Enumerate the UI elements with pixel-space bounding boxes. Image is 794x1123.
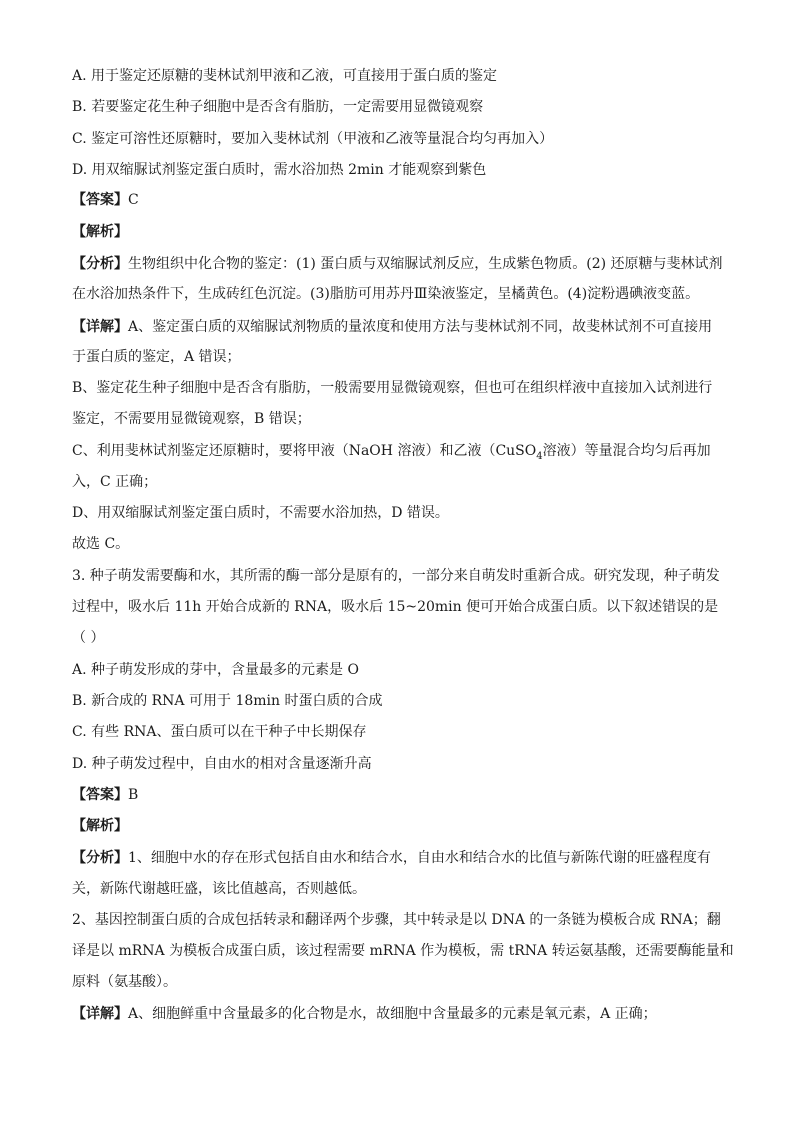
q3-fenxi-line-5: 原料（氨基酸）。 — [72, 974, 177, 990]
detail-tag: 【详解】 — [72, 1006, 128, 1022]
q3-option-a: A. 种子萌发形成的芽中，含量最多的元素是 O — [72, 662, 359, 678]
fenxi-text: 1、细胞中水的存在形式包括自由水和结合水，自由水和结合水的比值与新陈代谢的旺盛程度有 — [128, 850, 711, 866]
q2-analysis-tag: 【解析】 — [72, 224, 128, 240]
q2-option-b: B. 若要鉴定花生种子细胞中是否含有脂肪，一定需要用显微镜观察 — [72, 99, 484, 115]
answer-tag: 【答案】 — [72, 787, 128, 803]
q2-fenxi-line-2: 在水浴加热条件下，生成砖红色沉淀。(3)脂肪可用苏丹Ⅲ染液鉴定，呈橘黄色。(4)淀粉遇碘液变蓝。 — [72, 286, 700, 302]
fenxi-tag: 【分析】 — [72, 256, 128, 272]
q2-detail-line-3: B、鉴定花生种子细胞中是否含有脂肪，一般需要用显微镜观察，但也可在组织样液中直接加入试剂进行 — [72, 380, 713, 396]
q3-stem-line-3: （ ） — [72, 630, 105, 646]
q2-detail-line-2: 于蛋白质的鉴定，A 错误； — [72, 349, 241, 365]
detail-text: 溶液）等量混合均匀后再加 — [542, 443, 711, 459]
q2-detail-line-6: 入，C 正确； — [72, 474, 158, 490]
q2-detail-line-5 — [72, 441, 711, 467]
subscript: 4 — [536, 450, 543, 462]
q3-option-b: B. 新合成的 RNA 可用于 18min 时蛋白质的合成 — [72, 693, 383, 709]
q2-detail-line-1 — [72, 317, 712, 337]
q3-analysis-tag: 【解析】 — [72, 818, 128, 834]
q3-answer — [72, 785, 138, 805]
answer-value: B — [128, 787, 139, 803]
fenxi-text: 生物组织中化合物的鉴定：(1) 蛋白质与双缩脲试剂反应，生成紫色物质。(2) 还原糖与斐林试剂 — [128, 256, 723, 272]
q2-option-d: D. 用双缩脲试剂鉴定蛋白质时，需水浴加热 2min 才能观察到紫色 — [72, 162, 487, 178]
q2-option-c: C. 鉴定可溶性还原糖时，要加入斐林试剂（甲液和乙液等量混合均匀再加入） — [72, 131, 554, 147]
q3-stem-line-2: 过程中，吸水后 11h 开始合成新的 RNA，吸水后 15~20min 便可开始合成蛋白质。以下叙述错误的是 — [72, 599, 719, 615]
fenxi-tag: 【分析】 — [72, 850, 128, 866]
detail-text: A、细胞鲜重中含量最多的化合物是水，故细胞中含量最多的元素是氧元素，A 正确； — [128, 1006, 657, 1022]
q2-conclusion: 故选 C。 — [72, 536, 130, 552]
q2-answer — [72, 190, 139, 210]
answer-tag: 【答案】 — [72, 192, 128, 208]
q3-fenxi-line-1 — [72, 848, 711, 868]
q3-stem-line-1: 3. 种子萌发需要酶和水，其所需的酶一部分是原有的，一部分来自萌发时重新合成。研究发现，种子萌发 — [72, 568, 720, 584]
q3-option-c: C. 有些 RNA、蛋白质可以在干种子中长期保存 — [72, 724, 367, 740]
q3-fenxi-line-4: 译是以 mRNA 为模板合成蛋白质，该过程需要 mRNA 作为模板，需 tRNA 转运氨基酸，还需要酶能量和 — [72, 943, 734, 959]
answer-value: C — [128, 192, 139, 208]
detail-tag: 【详解】 — [72, 319, 128, 335]
q2-option-a: A. 用于鉴定还原糖的斐林试剂甲液和乙液，可直接用于蛋白质的鉴定 — [72, 68, 498, 84]
q3-option-d: D. 种子萌发过程中，自由水的相对含量逐渐升高 — [72, 756, 372, 772]
q3-fenxi-line-3: 2、基因控制蛋白质的合成包括转录和翻译两个步骤，其中转录是以 DNA 的一条链为模板合成 RNA；翻 — [72, 912, 721, 928]
q2-fenxi-line-1 — [72, 254, 723, 274]
detail-text: C、利用斐林试剂鉴定还原糖时，要将甲液（NaOH 溶液）和乙液（CuSO — [72, 443, 537, 459]
q2-detail-line-7: D、用双缩脲试剂鉴定蛋白质时，不需要水浴加热，D 错误。 — [72, 505, 449, 521]
q3-fenxi-line-2: 关，新陈代谢越旺盛，该比值越高，否则越低。 — [72, 881, 366, 897]
detail-text: A、鉴定蛋白质的双缩脲试剂物质的量浓度和使用方法与斐林试剂不同，故斐林试剂不可直接用 — [128, 319, 713, 335]
q2-detail-line-4: 鉴定，不需要用显微镜观察，B 错误； — [72, 411, 311, 427]
q3-detail-line-1 — [72, 1004, 657, 1024]
